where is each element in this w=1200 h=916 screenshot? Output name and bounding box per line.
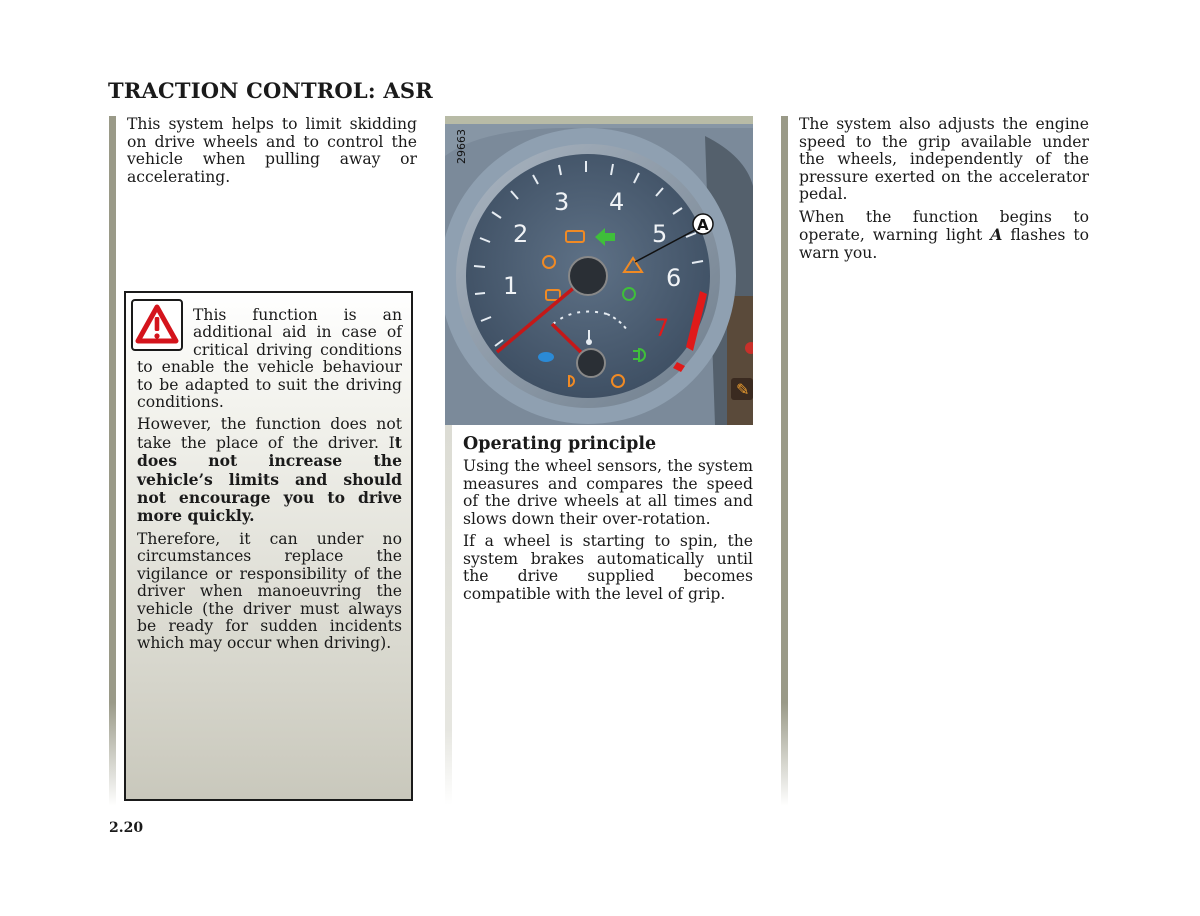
warning-light-text-b: flashes to warn you. xyxy=(799,226,1090,262)
engine-speed-paragraph: The system also adjusts the engine speed to the grip available under the wheels, independently of the pressure exerted on the accelerator pedal. xyxy=(799,115,1089,203)
gauge-number-5: 5 xyxy=(652,220,668,248)
page-title: TRACTION CONTROL: ASR xyxy=(108,78,433,103)
warning-paragraph-2 xyxy=(137,416,402,525)
warning-paragraph-3: Therefore, it can under no circumstances replace the vigilance or responsibility of the driver when manoeuvring the vehicle (the driver must always be ready for sudden incidents which may occur when driving). xyxy=(137,529,402,653)
gauge-number-3: 3 xyxy=(554,188,570,216)
warning-light-text-a: When the function begins to operate, warning light xyxy=(799,207,1089,244)
column3 xyxy=(799,116,1089,267)
gauge-number-6: 6 xyxy=(666,264,682,292)
instrument-panel-figure xyxy=(445,116,753,425)
figure-reference-number: 29663 xyxy=(455,129,468,164)
warning-light-a-ref: A xyxy=(990,225,1003,244)
column3-sidebar-bar xyxy=(781,116,788,806)
column1 xyxy=(127,116,417,191)
operating-paragraph-2: If a wheel is starting to spin, the system brakes automatically until the drive supplied becomes compatible with the level of grip. xyxy=(463,532,753,603)
gauge-number-4: 4 xyxy=(609,188,625,216)
warning-paragraph-1: This function is an additional aid in case of critical driving conditions to enable the vehicle behaviour to be adapted to suit the driving conditions. xyxy=(137,306,402,412)
warning-paragraph-2-text: However, the function does not take the place of the driver. I xyxy=(137,415,402,452)
intro-paragraph: This system helps to limit skidding on drive wheels and to control the vehicle when pulling away or accelerating. xyxy=(127,115,417,186)
gauge-number-7: 7 xyxy=(654,314,670,342)
page-number: 2.20 xyxy=(109,820,144,836)
gauge-number-2: 2 xyxy=(513,220,529,248)
wrench-icon: ✎ xyxy=(736,380,750,399)
warning-light-paragraph xyxy=(799,209,1089,263)
column2 xyxy=(463,434,753,608)
column1-sidebar-bar xyxy=(109,116,116,806)
warning-paragraph-2-bold: t does not increase the vehicle’s limits and should not encourage you to drive more quickly. xyxy=(137,432,402,526)
headlight-icon xyxy=(538,352,554,362)
warning-box xyxy=(124,291,413,801)
gauge-number-1: 1 xyxy=(503,272,519,300)
operating-paragraph-1: Using the wheel sensors, the system measures and compares the speed of the drive wheels at all times and slows down their over-rotation. xyxy=(463,457,753,528)
column2-sidebar-bar xyxy=(445,425,452,805)
operating-principle-heading: Operating principle xyxy=(463,434,657,454)
callout-label-a: A xyxy=(697,216,709,234)
warning-triangle-icon xyxy=(131,299,183,351)
